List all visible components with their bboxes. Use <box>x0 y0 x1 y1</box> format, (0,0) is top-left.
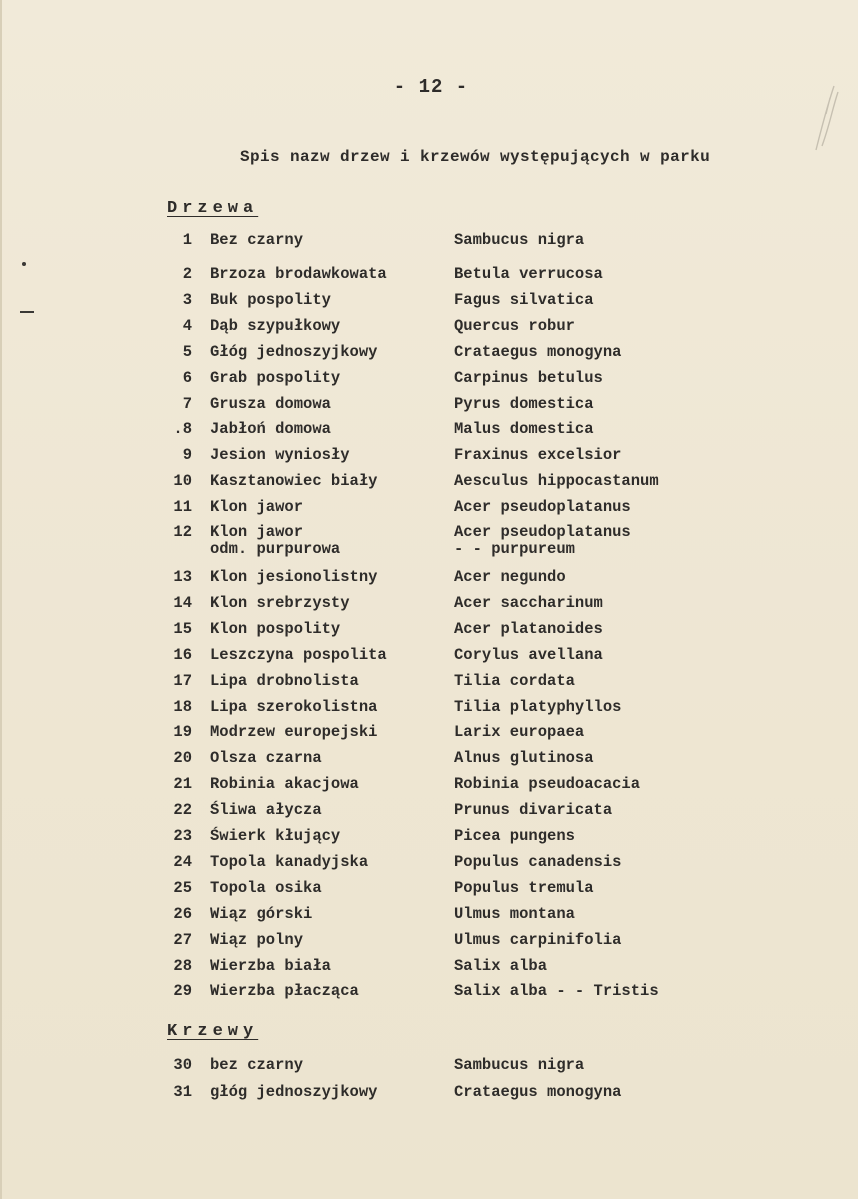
latin-name <box>454 524 631 558</box>
latin-name: Quercus robur <box>454 316 575 335</box>
item-number: 31 <box>173 1083 192 1101</box>
item-number: 13 <box>173 568 192 586</box>
latin-name: Ulmus carpinifolia <box>454 930 622 949</box>
polish-name: Robinia akacjowa <box>210 775 359 794</box>
polish-name: Śliwa ałycza <box>210 801 322 820</box>
list-item <box>2 395 858 419</box>
item-number: 25 <box>173 878 192 897</box>
polish-name: Klon pospolity <box>210 619 341 638</box>
margin-mark <box>20 311 34 313</box>
latin-name: Sambucus nigra <box>454 1056 585 1074</box>
list-item <box>2 672 858 696</box>
polish-name: Klon jawor <box>210 498 304 517</box>
list-item <box>2 446 858 470</box>
item-number: .8 <box>173 420 192 439</box>
latin-name: Malus domestica <box>454 420 594 439</box>
polish-name: Wiąz polny <box>210 930 304 949</box>
item-number: 6 <box>182 368 192 387</box>
list-item <box>2 343 858 367</box>
list-item <box>2 472 858 496</box>
polish-name: Topola osika <box>210 878 322 897</box>
list-item <box>2 827 858 851</box>
latin-name: Alnus glutinosa <box>454 749 594 768</box>
latin-name: Salix alba - - Tristis <box>454 982 659 1001</box>
item-number: 27 <box>173 930 192 949</box>
latin-name: Acer saccharinum <box>454 593 603 612</box>
polish-name: Lipa drobnolista <box>210 671 359 690</box>
list-item <box>2 523 858 558</box>
latin-name: Acer platanoides <box>454 619 603 638</box>
list-item <box>2 931 858 955</box>
latin-name-line2: - - purpureum <box>454 540 575 558</box>
polish-name <box>210 524 340 558</box>
polish-name: Jabłoń domowa <box>210 420 331 439</box>
polish-name: Świerk kłujący <box>210 827 341 845</box>
latin-name: Fagus silvatica <box>454 290 594 309</box>
list-item <box>2 1083 858 1107</box>
latin-name: Tilia cordata <box>454 671 575 690</box>
latin-name: Prunus divaricata <box>454 801 613 820</box>
item-number: 2 <box>182 265 192 283</box>
item-number: 1 <box>182 231 192 249</box>
item-number: 9 <box>182 446 192 465</box>
item-number: 29 <box>173 982 192 1001</box>
item-number: 30 <box>173 1056 192 1074</box>
item-number: 18 <box>173 697 192 716</box>
section-heading-trees: Drzewa <box>167 199 259 218</box>
latin-name: Picea pungens <box>454 827 575 845</box>
polish-name: Klon srebrzysty <box>210 593 350 612</box>
latin-name: Salix alba <box>454 956 548 975</box>
list-item <box>2 620 858 644</box>
latin-name-line1: Acer pseudoplatanus <box>454 523 631 541</box>
item-number: 17 <box>173 671 192 690</box>
latin-name: Tilia platyphyllos <box>454 697 622 716</box>
list-item <box>2 265 858 289</box>
item-number: 24 <box>173 852 192 871</box>
page-title: Spis nazw drzew i krzewów występujących w parku <box>240 148 711 166</box>
latin-name: Crataegus monogyna <box>454 1083 622 1101</box>
polish-name: Bez czarny <box>210 231 304 249</box>
list-item <box>2 498 858 522</box>
latin-name: Populus tremula <box>454 878 594 897</box>
polish-name: Wiąz górski <box>210 904 313 923</box>
margin-mark <box>22 262 26 266</box>
list-item <box>2 723 858 747</box>
list-item <box>2 420 858 444</box>
item-number: 16 <box>173 645 192 664</box>
page-number: - 12 - <box>393 76 469 98</box>
item-number: 4 <box>182 316 192 335</box>
latin-name: Aesculus hippocastanum <box>454 472 659 491</box>
item-number: 5 <box>182 342 192 361</box>
item-number: 26 <box>173 904 192 923</box>
pencil-scratch-decoration <box>804 84 844 154</box>
latin-name: Populus canadensis <box>454 852 622 871</box>
list-item <box>2 1056 858 1080</box>
polish-name: Dąb szypułkowy <box>210 316 341 335</box>
item-number: 21 <box>173 775 192 794</box>
polish-name: Wierzba płacząca <box>210 982 359 1001</box>
polish-name: Lipa szerokolistna <box>210 697 378 716</box>
latin-name: Crataegus monogyna <box>454 342 622 361</box>
polish-name: Brzoza brodawkowata <box>210 265 387 283</box>
item-number: 12 <box>173 523 192 541</box>
polish-name: Topola kanadyjska <box>210 852 369 871</box>
polish-name: Leszczyna pospolita <box>210 645 387 664</box>
list-item <box>2 775 858 799</box>
latin-name: Corylus avellana <box>454 645 603 664</box>
polish-name: Jesion wyniosły <box>210 446 350 465</box>
item-number: 11 <box>173 498 192 517</box>
list-item <box>2 879 858 903</box>
polish-name: bez czarny <box>210 1056 304 1074</box>
list-item <box>2 698 858 722</box>
item-number: 10 <box>173 472 192 491</box>
polish-name: Buk pospolity <box>210 290 331 309</box>
item-number: 28 <box>173 956 192 975</box>
latin-name: Betula verrucosa <box>454 265 603 283</box>
polish-name: Grab pospolity <box>210 368 341 387</box>
list-item <box>2 853 858 877</box>
polish-name: głóg jednoszyjkowy <box>210 1083 378 1101</box>
latin-name: Ulmus montana <box>454 904 575 923</box>
list-item <box>2 568 858 592</box>
item-number: 19 <box>173 723 192 742</box>
list-item <box>2 905 858 929</box>
polish-name: Głóg jednoszyjkowy <box>210 342 378 361</box>
list-item <box>2 982 858 1006</box>
item-number: 22 <box>173 801 192 820</box>
latin-name: Larix europaea <box>454 723 585 742</box>
polish-name: Klon jesionolistny <box>210 568 378 586</box>
list-item <box>2 801 858 825</box>
list-item <box>2 231 858 255</box>
list-item <box>2 749 858 773</box>
list-item <box>2 594 858 618</box>
item-number: 3 <box>182 290 192 309</box>
latin-name: Pyrus domestica <box>454 394 594 413</box>
polish-name: Grusza domowa <box>210 394 331 413</box>
item-number: 7 <box>182 394 192 413</box>
polish-name: Wierzba biała <box>210 956 331 975</box>
latin-name: Carpinus betulus <box>454 368 603 387</box>
list-item <box>2 317 858 341</box>
polish-name-line1: Klon jawor <box>210 523 304 541</box>
latin-name: Acer negundo <box>454 568 566 586</box>
polish-name: Olsza czarna <box>210 749 322 768</box>
list-item <box>2 291 858 315</box>
list-item <box>2 369 858 393</box>
polish-name-line2: odm. purpurowa <box>210 540 341 558</box>
latin-name: Sambucus nigra <box>454 231 585 249</box>
item-number: 23 <box>173 827 192 845</box>
polish-name: Modrzew europejski <box>210 723 378 742</box>
item-number: 20 <box>173 749 192 768</box>
list-item <box>2 957 858 981</box>
latin-name: Fraxinus excelsior <box>454 446 622 465</box>
section-heading-shrubs: Krzewy <box>167 1022 259 1041</box>
list-item <box>2 646 858 670</box>
polish-name: Kasztanowiec biały <box>210 472 378 491</box>
latin-name: Robinia pseudoacacia <box>454 775 641 794</box>
latin-name: Acer pseudoplatanus <box>454 498 631 517</box>
item-number: 14 <box>173 593 192 612</box>
item-number: 15 <box>173 619 192 638</box>
